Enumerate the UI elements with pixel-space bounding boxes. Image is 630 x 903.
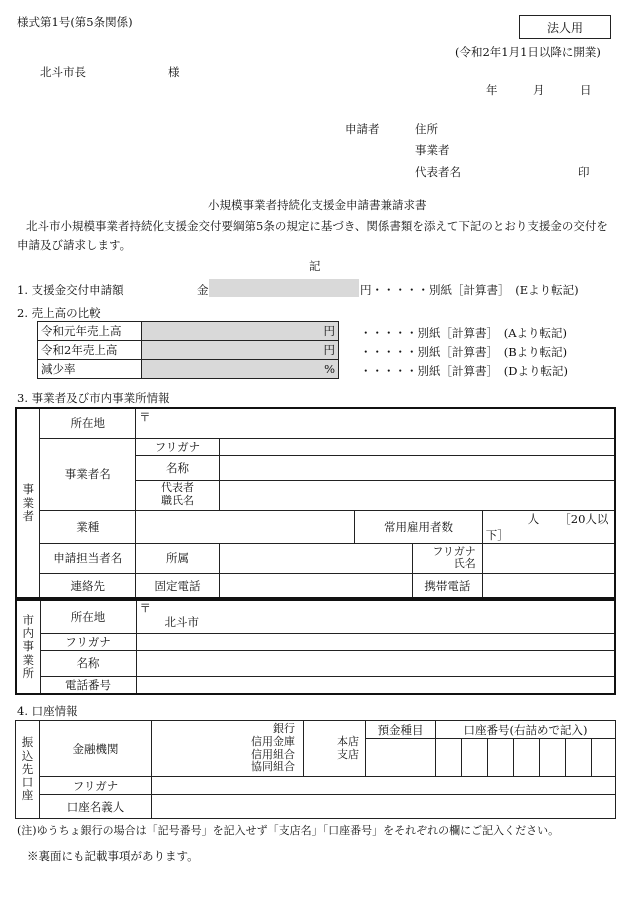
account-furigana-field[interactable] xyxy=(152,777,616,795)
city-office-vertical-label: 市 内 事 業 所 xyxy=(16,600,40,694)
bank-type: 信用組合 xyxy=(251,747,295,761)
sales-row-value[interactable] xyxy=(142,341,339,360)
employees-unit: 人 xyxy=(527,511,540,526)
office-furigana-field[interactable] xyxy=(136,633,615,650)
office-location-label: 所在地 xyxy=(40,600,136,633)
operator-furigana-field[interactable] xyxy=(219,438,615,455)
intro-line-1: 北斗市小規模事業者持続化支援金交付要綱第5条の規定に基づき、関係書類を添えて下記のとおり支援金の交付を xyxy=(26,219,608,233)
bank-account-table xyxy=(15,720,616,819)
industry-label: 業種 xyxy=(40,510,136,543)
intro-line-2: 申請及び請求します。 xyxy=(17,238,132,252)
financial-institution-label: 金融機関 xyxy=(40,721,152,777)
deposit-type-field[interactable] xyxy=(366,739,436,777)
bank-type: 信用金庫 xyxy=(251,734,295,748)
account-digit-cell[interactable] xyxy=(514,739,540,777)
sales-row-note: ・・・・・別紙［計算書］ (Aより転記) xyxy=(360,326,568,340)
account-holder-label: 口座名義人 xyxy=(40,795,152,819)
contact-name-field[interactable] xyxy=(482,543,615,573)
office-phone-field[interactable] xyxy=(136,676,615,694)
operator-name-field[interactable] xyxy=(219,455,615,480)
postal-mark: 〒 xyxy=(139,601,151,615)
transfer-vertical-label: 振 込 先 口 座 xyxy=(16,721,40,819)
operator-name-label: 事業者名 xyxy=(40,438,136,510)
grant-amount-field[interactable] xyxy=(209,279,359,297)
employees-label: 常用雇用者数 xyxy=(355,510,483,543)
employees-field[interactable] xyxy=(482,510,615,543)
contact-label: 連絡先 xyxy=(40,573,136,598)
account-holder-field[interactable] xyxy=(152,795,616,819)
landline-field[interactable] xyxy=(219,573,412,598)
location-field[interactable] xyxy=(136,408,615,438)
applicant-label: 申請者 xyxy=(345,122,380,136)
section4-label: 4. 口座情報 xyxy=(17,704,78,718)
kin-label: 金 xyxy=(197,283,209,297)
sales-row-label: 令和2年売上高 xyxy=(38,341,142,360)
employees-limit: ［20人以下］ xyxy=(485,511,609,542)
mobile-field[interactable] xyxy=(482,573,615,598)
date-month: 月 xyxy=(533,83,545,97)
bank-type: 協同組合 xyxy=(251,760,295,774)
account-digit-cell[interactable] xyxy=(436,739,462,777)
operator-vertical-label: 事 業 者 xyxy=(16,408,40,598)
account-digit-cell[interactable] xyxy=(540,739,566,777)
bank-type: 銀行 xyxy=(273,722,295,736)
head-office: 本店 xyxy=(337,734,359,748)
sales-row-value[interactable] xyxy=(142,322,339,341)
office-phone-label: 電話番号 xyxy=(40,676,136,694)
honorific: 様 xyxy=(168,65,180,79)
business-info-table xyxy=(15,407,616,599)
sales-unit: % xyxy=(324,362,335,376)
department-label: 所属 xyxy=(136,543,220,573)
bank-name-field[interactable] xyxy=(152,721,304,777)
account-digit-cell[interactable] xyxy=(592,739,616,777)
date-year: 年 xyxy=(486,83,498,97)
account-furigana-label: フリガナ xyxy=(40,777,152,795)
department-field[interactable] xyxy=(219,543,412,573)
reverse-side-note: ※裏面にも記載事項があります。 xyxy=(27,849,199,863)
branch-field[interactable] xyxy=(304,721,366,777)
sales-row-note: ・・・・・別紙［計算書］ (Bより転記) xyxy=(360,345,568,359)
form-number: 様式第1号(第5条関係) xyxy=(17,15,133,29)
city-office-table xyxy=(15,599,616,695)
sales-unit: 円 xyxy=(323,343,335,357)
applicant-address-label: 住所 xyxy=(415,122,438,136)
section3-label: 3. 事業者及び市内事業所情報 xyxy=(17,391,170,405)
sales-row-note: ・・・・・別紙［計算書］ (Dより転記) xyxy=(360,364,568,378)
contact-name-label: フリガナ 氏名 xyxy=(412,543,482,573)
sales-row-label: 減少率 xyxy=(38,360,142,379)
account-digit-cell[interactable] xyxy=(462,739,488,777)
account-digit-cell[interactable] xyxy=(488,739,514,777)
representative-label: 代表者 職氏名 xyxy=(136,480,220,510)
ki-mark: 記 xyxy=(309,259,321,273)
representative-field[interactable] xyxy=(219,480,615,510)
deposit-type-label: 預金種目 xyxy=(366,721,436,739)
name-label: 名称 xyxy=(136,455,220,480)
industry-field[interactable] xyxy=(136,510,355,543)
location-label: 所在地 xyxy=(40,408,136,438)
account-number-label: 口座番号(右詰めで記入) xyxy=(436,721,616,739)
date-day: 日 xyxy=(580,83,592,97)
office-furigana-label: フリガナ xyxy=(40,633,136,650)
applicability-note: (令和2年1月1日以降に開業) xyxy=(455,45,601,59)
office-name-label: 名称 xyxy=(40,650,136,676)
japan-post-note: (注)ゆうちょ銀行の場合は「記号番号」を記入せず「支店名」「口座番号」をそれぞれの欄にご記入ください。 xyxy=(17,824,560,837)
applicant-representative-label: 代表者名 xyxy=(415,165,461,179)
section2-label: 2. 売上高の比較 xyxy=(17,306,101,320)
section1-note: 円・・・・・別紙［計算書］ (Eより転記) xyxy=(360,283,579,297)
form-title: 小規模事業者持続化支援金申請書兼請求書 xyxy=(208,198,427,212)
addressee: 北斗市長 xyxy=(40,65,86,79)
office-city: 北斗市 xyxy=(164,615,199,630)
sales-unit: 円 xyxy=(323,324,335,338)
sales-row-label: 令和元年売上高 xyxy=(38,322,142,341)
office-location-field[interactable] xyxy=(136,600,615,633)
sales-comparison-table xyxy=(37,321,339,379)
mobile-label: 携帯電話 xyxy=(412,573,482,598)
office-name-field[interactable] xyxy=(136,650,615,676)
landline-label: 固定電話 xyxy=(136,573,220,598)
postal-mark: 〒 xyxy=(139,410,151,424)
corporate-badge: 法人用 xyxy=(519,15,611,39)
furigana-label: フリガナ xyxy=(136,438,220,455)
branch-office: 支店 xyxy=(337,747,359,761)
seal-mark: 印 xyxy=(578,165,590,179)
section1-label: 1. 支援金交付申請額 xyxy=(17,283,124,297)
sales-row-value[interactable] xyxy=(142,360,339,379)
applicant-business-label: 事業者 xyxy=(415,143,450,157)
contact-person-label: 申請担当者名 xyxy=(40,543,136,573)
account-digit-cell[interactable] xyxy=(566,739,592,777)
